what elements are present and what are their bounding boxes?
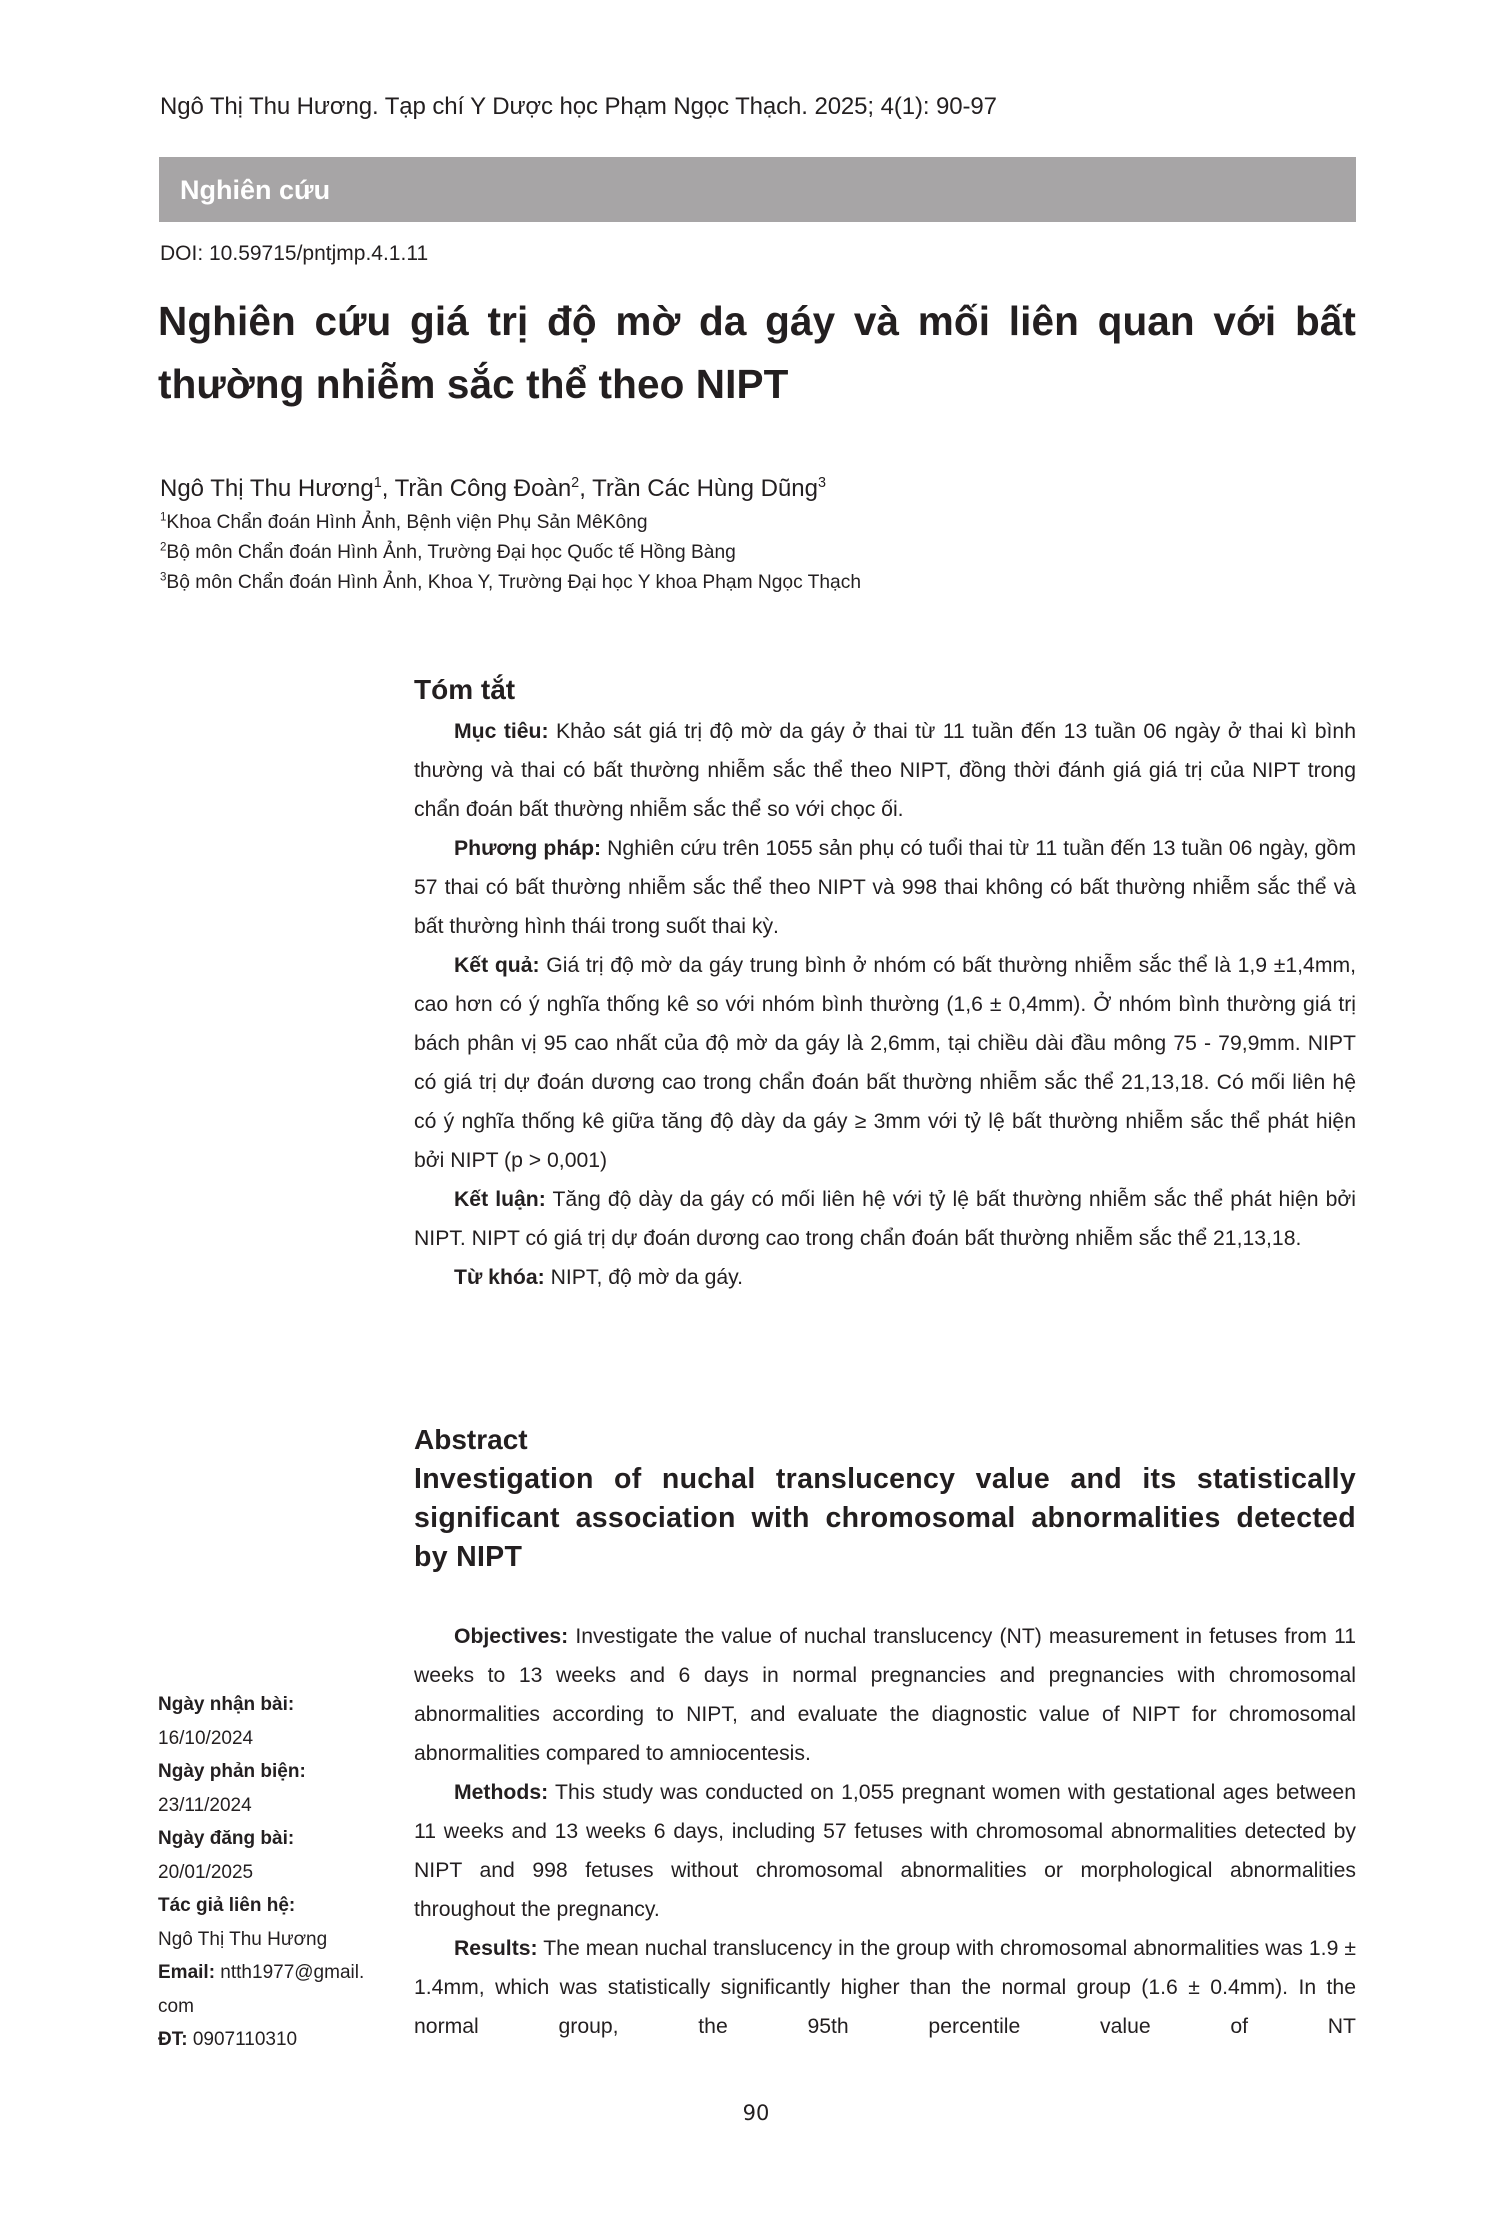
affiliation-text: Bộ môn Chẩn đoán Hình Ảnh, Trường Đại học Quốc tế Hồng Bàng	[166, 542, 736, 563]
paragraph-label: Từ khóa:	[454, 1266, 545, 1289]
summary-paragraph-keywords	[414, 1258, 1356, 1297]
journal-citation: Ngô Thị Thu Hương. Tạp chí Y Dược học Phạm Ngọc Thạch. 2025; 4(1): 90-97	[160, 93, 997, 120]
affiliation-text: Bộ môn Chẩn đoán Hình Ảnh, Khoa Y, Trường Đại học Y khoa Phạm Ngọc Thạch	[166, 572, 861, 593]
abstract-body	[414, 1617, 1356, 2046]
author-separator: ,	[579, 475, 593, 502]
affiliation-marker: 1	[160, 511, 167, 524]
author-name: Trần Các Hùng Dũng	[592, 475, 818, 502]
email-link-continued[interactable]: com	[158, 1995, 194, 2017]
section-category-label: Nghiên cứu	[180, 175, 331, 205]
abstract-english-title: Investigation of nuchal translucency value and its statistically significant association with chromosomal abnormalities detected by NIPT	[414, 1463, 1356, 1573]
article-metadata-sidebar	[158, 1688, 398, 2057]
received-date-label: Ngày nhận bài:	[158, 1694, 295, 1715]
article-title: Nghiên cứu giá trị độ mờ da gáy và mối liên quan với bất thường nhiễm sắc thể theo NIPT	[158, 298, 1356, 407]
paragraph-label: Kết luận:	[454, 1188, 546, 1211]
author-list	[160, 474, 826, 504]
affiliation-list	[160, 508, 861, 598]
summary-body	[414, 712, 1356, 1297]
affiliation-item	[160, 568, 861, 598]
affiliation-item	[160, 508, 861, 538]
paragraph-text: This study was conducted on 1,055 pregnant women with gestational ages between 11 weeks and 13 weeks 6 days, including 57 fetuses with chromosomal abnormalities detected by NIPT and 998 fetuses without chromosomal abnormalities or morphological abnormalities throughout the pregnancy.	[414, 1781, 1356, 1921]
affiliation-text: Khoa Chẩn đoán Hình Ảnh, Bệnh viện Phụ Sản MêKông	[166, 512, 648, 533]
abstract-paragraph-results	[414, 1929, 1356, 2046]
paragraph-text: Giá trị độ mờ da gáy trung bình ở nhóm có bất thường nhiễm sắc thể là 1,9 ±1,4mm, cao hơn có ý nghĩa thống kê so với nhóm bình thường (1,6 ± 0,4mm). Ở nhóm bình thường giá trị bách phân vị 95 cao nhất của độ mờ da gáy là 2,6mm, tại chiều dài đầu mông 75 - 79,9mm. NIPT có giá trị dự đoán dương cao trong chẩn đoán bất thường nhiễm sắc thể 21,13,18. Có mối liên hệ có ý nghĩa thống kê giữa tăng độ dày da gáy ≥ 3mm với tỷ lệ bất thường nhiễm sắc thể phát hiện bởi NIPT (p > 0,001)	[414, 954, 1357, 1172]
paragraph-label: Mục tiêu:	[454, 720, 549, 743]
affiliation-marker: 3	[160, 571, 167, 584]
paragraph-label: Phương pháp:	[454, 837, 602, 860]
summary-heading: Tóm tắt	[414, 674, 516, 705]
author-name: Trần Công Đoàn	[394, 475, 572, 502]
publish-date-label: Ngày đăng bài:	[158, 1828, 295, 1849]
paragraph-label: Methods:	[454, 1781, 549, 1804]
review-date-label: Ngày phản biện:	[158, 1761, 306, 1782]
paragraph-label: Kết quả:	[454, 954, 540, 977]
summary-paragraph-conclusion	[414, 1180, 1356, 1258]
review-date-value: 23/11/2024	[158, 1794, 252, 1816]
corresponding-author-name: Ngô Thị Thu Hương	[158, 1928, 328, 1950]
received-date-value: 16/10/2024	[158, 1727, 254, 1749]
email-link[interactable]: ntth1977@gmail.	[215, 1962, 365, 1983]
corresponding-author-label: Tác giả liên hệ:	[158, 1895, 296, 1916]
author-affiliation-marker: 2	[571, 475, 580, 491]
author-affiliation-marker: 1	[373, 475, 382, 491]
summary-paragraph-objective	[414, 712, 1356, 829]
phone-row	[158, 2023, 398, 2057]
abstract-heading: Abstract	[414, 1424, 528, 1455]
paragraph-label: Results:	[454, 1937, 538, 1960]
summary-paragraph-results	[414, 946, 1356, 1180]
doi-link[interactable]: DOI: 10.59715/pntjmp.4.1.11	[160, 242, 429, 265]
summary-paragraph-methods	[414, 829, 1356, 946]
paragraph-text: The mean nuchal translucency in the group with chromosomal abnormalities was 1.9 ± 1.4mm, which was statistically significantly higher than the normal group (1.6 ± 0.4mm). In the normal group, the 95th percentile value of NT	[414, 1937, 1356, 2038]
section-category-bar	[159, 157, 1356, 222]
email-row	[158, 1956, 398, 1990]
affiliation-item	[160, 538, 861, 568]
abstract-paragraph-objectives	[414, 1617, 1356, 1773]
paragraph-text: Nghiên cứu trên 1055 sản phụ có tuổi thai từ 11 tuần đến 13 tuần 06 ngày, gồm 57 thai có bất thường nhiễm sắc thể theo NIPT và 998 thai không có bất thường nhiễm sắc thể và bất thường hình thái trong suốt thai kỳ.	[414, 837, 1356, 938]
paragraph-text: NIPT, độ mờ da gáy.	[544, 1266, 744, 1289]
phone-label: ĐT:	[158, 2029, 188, 2050]
phone-value: 0907110310	[187, 2029, 298, 2050]
abstract-paragraph-methods	[414, 1773, 1356, 1929]
email-label: Email:	[158, 1962, 216, 1983]
affiliation-marker: 2	[160, 541, 167, 554]
author-separator: ,	[381, 475, 395, 502]
paragraph-text: Khảo sát giá trị độ mờ da gáy ở thai từ 11 tuần đến 13 tuần 06 ngày ở thai kì bình thường và thai có bất thường nhiễm sắc thể theo NIPT, đồng thời đánh giá giá trị của NIPT trong chẩn đoán bất thường nhiễm sắc thể so với chọc ối.	[414, 720, 1356, 821]
author-name: Ngô Thị Thu Hương	[160, 475, 374, 502]
author-affiliation-marker: 3	[817, 475, 826, 491]
paragraph-text: Tăng độ dày da gáy có mối liên hệ với tỷ lệ bất thường nhiễm sắc thể phát hiện bởi NIPT. NIPT có giá trị dự đoán dương cao trong chẩn đoán bất thường nhiễm sắc thể 21,13,18.	[414, 1188, 1356, 1250]
publish-date-value: 20/01/2025	[158, 1861, 254, 1883]
paragraph-label: Objectives:	[454, 1625, 569, 1648]
paragraph-text: Investigate the value of nuchal translucency (NT) measurement in fetuses from 11 weeks to 13 weeks and 6 days in normal pregnancies and pregnancies with chromosomal abnormalities according to NIPT, and evaluate the diagnostic value of NIPT for chromosomal abnormalities compared to amniocentesis.	[414, 1625, 1356, 1765]
page-number: 90	[742, 2101, 770, 2125]
